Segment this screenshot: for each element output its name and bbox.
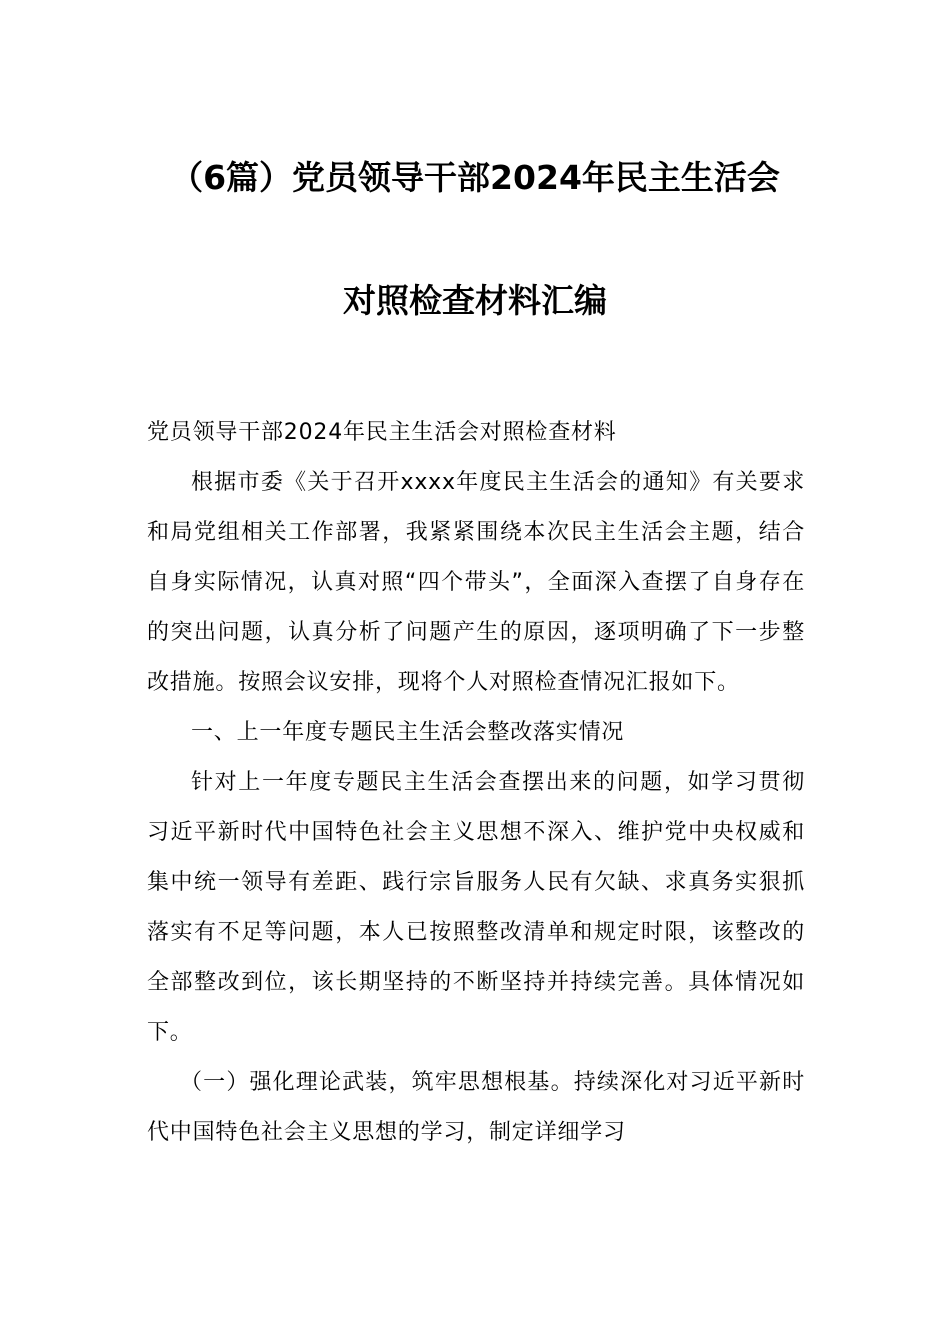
subsection-paragraph: （一）强化理论武装，筑牢思想根基。持续深化对习近平新时代中国特色社会主义思想的学习，制定详细学习	[147, 1070, 805, 1145]
section-heading: 一、上一年度专题民主生活会整改落实情况	[191, 720, 625, 745]
document-body	[147, 408, 805, 1158]
document-title-line-2: 对照检查材料汇编	[343, 281, 607, 320]
document-title-line-1: （6篇）党员领导干部2024年民主生活会	[170, 158, 780, 197]
intro-paragraph: 根据市委《关于召开xxxx年度民主生活会的通知》有关要求和局党组相关工作部署，我紧紧围绕本次民主生活会主题，结合自身实际情况，认真对照“四个带头”，全面深入查摆了自身存在的突出问题，认真分析了问题产生的原因，逐项明确了下一步整改措施。按照会议安排，现将个人对照检查情况汇报如下。	[147, 470, 805, 695]
article-subtitle: 党员领导干部2024年民主生活会对照检查材料	[147, 420, 617, 445]
section-paragraph: 针对上一年度专题民主生活会查摆出来的问题，如学习贯彻习近平新时代中国特色社会主义思想不深入、维护党中央权威和集中统一领导有差距、践行宗旨服务人民有欠缺、求真务实狠抓落实有不足等问题，本人已按照整改清单和规定时限，该整改的全部整改到位，该长期坚持的不断坚持并持续完善。具体情况如下。	[147, 770, 805, 1045]
